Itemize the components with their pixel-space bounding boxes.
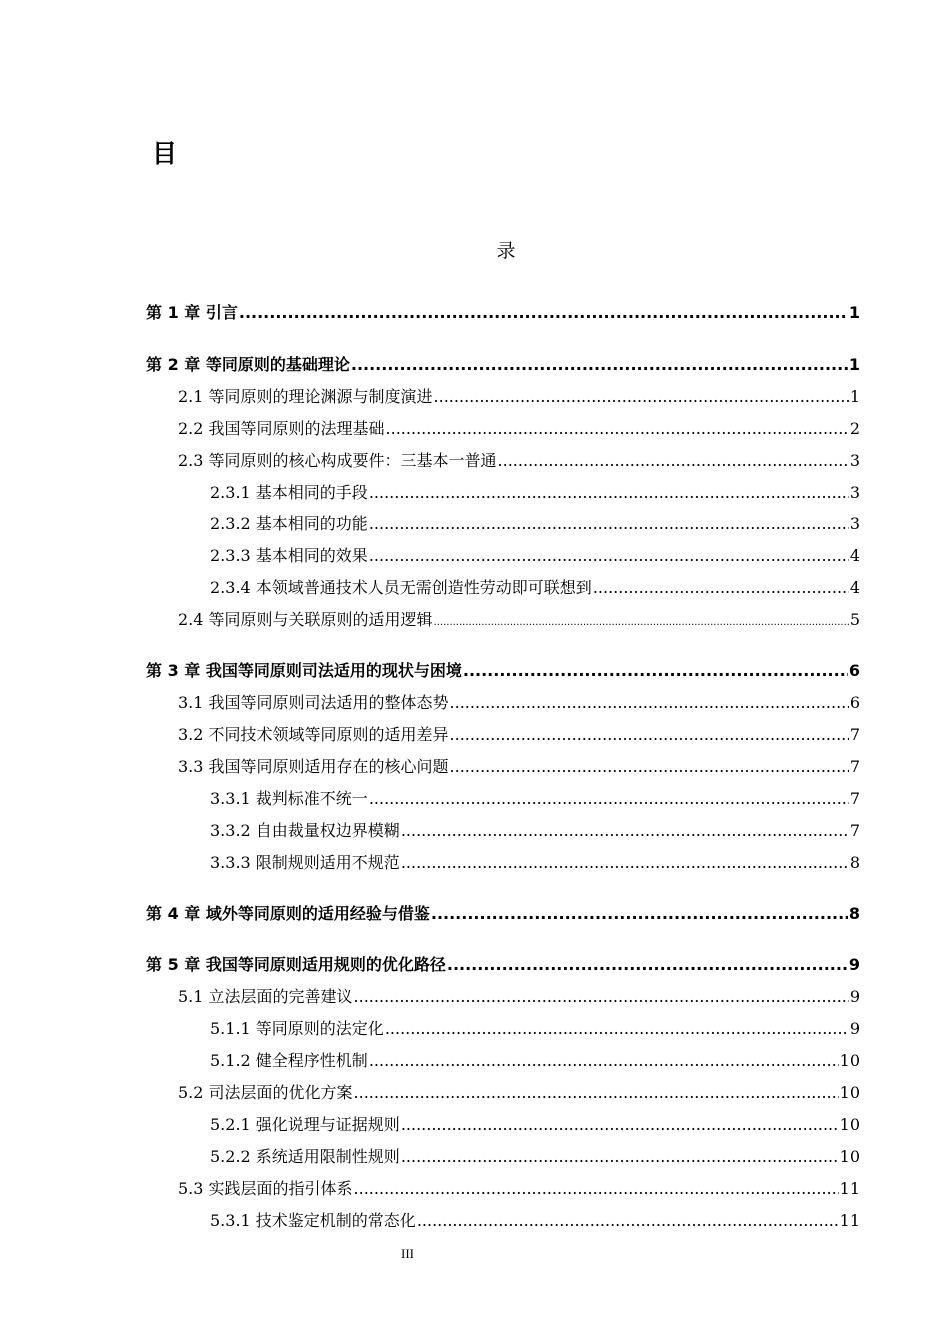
toc-entry-page: 10	[839, 1051, 860, 1070]
toc-entry-page: 6	[849, 693, 860, 712]
toc-entry-label: 5.2 司法层面的优化方案	[178, 1083, 353, 1102]
toc-entry-label: 3.3.1 裁判标准不统一	[210, 789, 368, 808]
dot-leader	[447, 955, 848, 974]
toc-entry-page: 2	[849, 419, 860, 438]
toc-entry-page: 8	[848, 904, 860, 923]
toc-entry[interactable]	[178, 384, 860, 407]
toc-entry-label: 2.4 等同原则与关联原则的适用逻辑	[178, 610, 433, 629]
toc-entry-label: 5.1.2 健全程序性机制	[210, 1051, 368, 1070]
toc-entry-page: 10	[839, 1115, 860, 1134]
toc-entry[interactable]	[210, 511, 860, 534]
toc-entry[interactable]	[210, 850, 860, 873]
toc-entry-page: 3	[849, 514, 860, 533]
toc-entry[interactable]	[146, 352, 860, 375]
toc-entry-label: 2.3.3 基本相同的效果	[210, 546, 368, 565]
toc-entry-label: 2.3.1 基本相同的手段	[210, 483, 368, 502]
dot-leader	[450, 725, 849, 744]
dot-leader	[239, 303, 848, 322]
toc-entry[interactable]	[210, 543, 860, 566]
toc-title-second-char: 录	[496, 240, 516, 262]
toc-entry-page: 11	[839, 1211, 860, 1230]
toc-entry-label: 5.1.1 等同原则的法定化	[210, 1019, 384, 1038]
dot-leader	[354, 987, 849, 1006]
dot-leader	[431, 904, 848, 923]
dot-leader	[354, 1179, 839, 1198]
toc-entry[interactable]	[178, 722, 860, 745]
toc-entry-label: 2.1 等同原则的理论渊源与制度演进	[178, 387, 433, 406]
toc-entry[interactable]	[210, 818, 860, 841]
toc-entry-page: 6	[848, 661, 860, 680]
toc-entry-page: 11	[839, 1179, 860, 1198]
toc-entry-label: 3.3 我国等同原则适用存在的核心问题	[178, 757, 449, 776]
toc-entry-page: 5	[849, 610, 860, 629]
toc-entry[interactable]	[146, 952, 860, 975]
toc-entry[interactable]	[146, 658, 860, 681]
dot-leader	[401, 1115, 839, 1134]
toc-entry-label: 2.3.2 基本相同的功能	[210, 514, 368, 533]
dot-leader	[434, 387, 849, 406]
toc-entry-page: 1	[849, 387, 860, 406]
dot-leader	[434, 610, 849, 629]
toc-entry-page: 7	[849, 757, 860, 776]
dot-leader	[386, 419, 849, 438]
toc-entry-page: 10	[839, 1147, 860, 1166]
toc-entry-label: 2.3 等同原则的核心构成要件：三基本一普通	[178, 451, 497, 470]
dot-leader	[401, 853, 849, 872]
toc-entry-page: 10	[839, 1083, 860, 1102]
toc-title-first-char: 目	[152, 139, 178, 168]
toc-entry-page: 9	[849, 987, 860, 1006]
dot-leader	[401, 1147, 839, 1166]
dot-leader	[369, 514, 849, 533]
toc-entry-page: 7	[849, 725, 860, 744]
dot-leader	[401, 821, 849, 840]
dot-leader	[354, 1083, 839, 1102]
toc-entry-label: 第 4 章 域外等同原则的适用经验与借鉴	[146, 904, 430, 923]
toc-entry-page: 9	[849, 1019, 860, 1038]
toc-entry-label: 3.3.3 限制规则适用不规范	[210, 853, 400, 872]
toc-entry-label: 2.3.4 本领域普通技术人员无需创造性劳动即可联想到	[210, 578, 592, 597]
toc-entry-page: 7	[849, 789, 860, 808]
toc-entry[interactable]	[146, 300, 860, 323]
toc-entry[interactable]	[210, 1112, 860, 1135]
toc-entry[interactable]	[210, 1208, 860, 1231]
toc-entry-label: 第 3 章 我国等同原则司法适用的现状与困境	[146, 661, 462, 680]
dot-leader	[498, 451, 849, 470]
toc-entry-page: 1	[848, 303, 860, 322]
toc-entry[interactable]	[210, 1144, 860, 1167]
dot-leader	[369, 546, 849, 565]
toc-entry-label: 5.2.1 强化说理与证据规则	[210, 1115, 400, 1134]
toc-entry[interactable]	[178, 754, 860, 777]
dot-leader	[369, 1051, 839, 1070]
toc-entry-label: 第 2 章 等同原则的基础理论	[146, 355, 350, 374]
toc-entry-page: 4	[849, 578, 860, 597]
toc-entry[interactable]	[178, 416, 860, 439]
toc-entry-page: 8	[849, 853, 860, 872]
toc-entry[interactable]	[210, 1048, 860, 1071]
page-number-footer: III	[401, 1246, 414, 1261]
dot-leader	[369, 483, 849, 502]
dot-leader	[417, 1211, 839, 1230]
toc-entry-label: 第 1 章 引言	[146, 303, 238, 322]
toc-entry[interactable]	[210, 1016, 860, 1039]
toc-entry[interactable]	[178, 1176, 860, 1199]
toc-entry-label: 5.3.1 技术鉴定机制的常态化	[210, 1211, 416, 1230]
toc-entry-label: 5.3 实践层面的指引体系	[178, 1179, 353, 1198]
toc-entry-page: 9	[848, 955, 860, 974]
toc-entry-label: 3.3.2 自由裁量权边界模糊	[210, 821, 400, 840]
toc-entry[interactable]	[146, 901, 860, 924]
toc-entry[interactable]	[178, 1080, 860, 1103]
dot-leader	[463, 661, 848, 680]
toc-entry[interactable]	[178, 607, 860, 630]
toc-entry[interactable]	[178, 690, 860, 713]
toc-entry-label: 第 5 章 我国等同原则适用规则的优化路径	[146, 955, 446, 974]
toc-entry-page: 1	[848, 355, 860, 374]
toc-entry[interactable]	[178, 984, 860, 1007]
toc-entry[interactable]	[210, 786, 860, 809]
toc-entry-page: 3	[849, 451, 860, 470]
dot-leader	[351, 355, 848, 374]
toc-entry[interactable]	[210, 480, 860, 503]
dot-leader	[369, 789, 849, 808]
dot-leader	[593, 578, 849, 597]
dot-leader	[385, 1019, 849, 1038]
dot-leader	[450, 757, 849, 776]
dot-leader	[450, 693, 849, 712]
toc-entry-page: 3	[849, 483, 860, 502]
toc-entry-label: 5.1 立法层面的完善建议	[178, 987, 353, 1006]
toc-entry[interactable]	[210, 575, 860, 598]
toc-entry-page: 7	[849, 821, 860, 840]
toc-entry-label: 3.1 我国等同原则司法适用的整体态势	[178, 693, 449, 712]
toc-entry[interactable]	[178, 448, 860, 471]
toc-entry-label: 3.2 不同技术领域等同原则的适用差异	[178, 725, 449, 744]
toc-entry-label: 2.2 我国等同原则的法理基础	[178, 419, 385, 438]
toc-entry-page: 4	[849, 546, 860, 565]
toc-entry-label: 5.2.2 系统适用限制性规则	[210, 1147, 400, 1166]
